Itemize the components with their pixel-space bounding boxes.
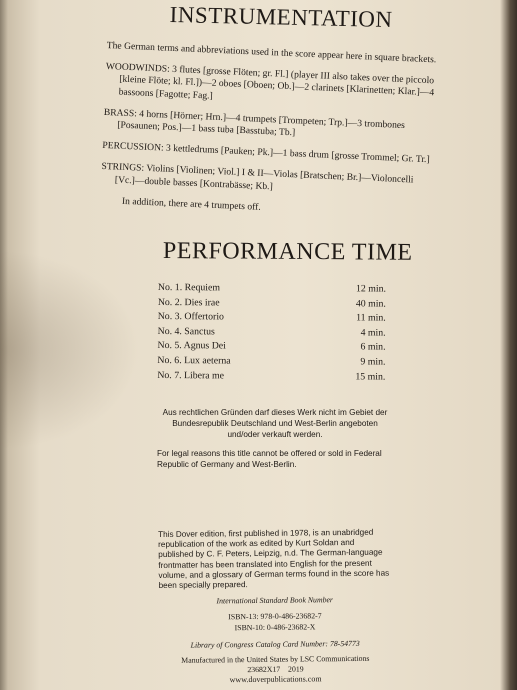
instrumentation-heading: INSTRUMENTATION (169, 2, 393, 33)
performance-row (158, 325, 386, 341)
movement-label: No. 6. Lux aeterna (157, 354, 231, 367)
catalog-line: 23682X17 2019 (247, 664, 304, 675)
movement-label: No. 4. Sanctus (157, 325, 215, 338)
movement-label: No. 2. Dies irae (157, 296, 220, 309)
instrumentation-intro: The German terms and abbreviations used in the score appear here in square brackets. (106, 40, 437, 66)
performance-row (158, 310, 386, 326)
performance-row (158, 281, 386, 297)
addition-text: In addition, there are 4 trumpets off. (121, 195, 261, 213)
isbn-block (159, 595, 392, 687)
movement-label: No. 5. Agnus Dei (157, 340, 226, 352)
edition-info (158, 528, 392, 687)
isbn-heading: International Standard Book Number (216, 595, 334, 606)
movement-time: 6 min. (360, 341, 386, 353)
movement-label: No. 3. Offertorio (157, 311, 225, 323)
instrumentation-section (99, 40, 436, 230)
manufactured-line: Manufactured in the United States by LSC Communications (181, 653, 370, 665)
isbn-10: ISBN-10: 0-486-23682-X (234, 621, 316, 632)
percussion-text: PERCUSSION: 3 kettledrums [Pauken; Pk.]—1 bass drum [grosse Trommel; Gr. Tr.] (102, 140, 430, 166)
edition-statement: This Dover edition, first published in 1978, is an unabridged republication of the work as edited by Kurt Soldan and published by C. F. Peters, Leipzig, n.d. The German-language frontmatter has been translated into English for the present volume, and a glossary of German terms found in the score has been specially prepared. (158, 527, 390, 591)
strings-text: STRINGS: Violins [Violinen; Viol.] I & II—Violas [Bratschen; Br.]—Violoncelli [Vc.]—double basses [Kontrabässe; Kb.] (101, 161, 414, 192)
movement-time: 4 min. (360, 327, 386, 339)
movement-time: 9 min. (360, 356, 386, 368)
loc-number: Library of Congress Catalog Card Number: 78-54773 (190, 638, 360, 650)
legal-notice-english: For legal reasons this title cannot be offered or sold in Federal Republic of Germany and West-Berlin. (157, 449, 382, 470)
movement-time: 12 min. (355, 283, 386, 295)
publisher-url: www.doverpublications.com (229, 674, 322, 685)
movement-time: 15 min. (355, 370, 386, 383)
performance-row (157, 354, 385, 370)
performance-heading: PERFORMANCE TIME (162, 238, 413, 266)
woodwinds-text: WOODWINDS: 3 flutes [grosse Flöten; gr. Fl.] (player III also takes over the piccolo [kleine Flöte; kl. Fl.])—2 oboes [Oboen; Ob.]—2 clarinets [Klarinetten; Klar.]—4 bassoons [Fagotte; Fag.] (105, 61, 435, 102)
page-shadow (0, 250, 140, 450)
legal-notice (157, 408, 393, 480)
performance-row (158, 296, 386, 312)
brass-text: BRASS: 4 horns [Hörner; Hrn.]—4 trumpets [Trompeten; Trp.]—3 trombones [Posaunen; Pos.]—1 bass tuba [Basstuba; Tb.] (103, 106, 406, 139)
legal-notice-german: Aus rechtlichen Gründen darf dieses Werk nicht im Gebiet der Bundesrepublik Deutschland und West-Berlin angeboten und/oder verkauft werden. (162, 408, 388, 439)
movement-label: No. 7. Libera me (157, 369, 225, 382)
movement-time: 11 min. (356, 312, 386, 324)
isbn-13: ISBN-13: 978-0-486-23682-7 (228, 611, 322, 622)
movement-label: No. 1. Requiem (157, 281, 221, 294)
movement-time: 40 min. (355, 297, 386, 310)
performance-row (157, 369, 385, 385)
performance-table (157, 281, 386, 385)
performance-row (157, 339, 385, 355)
